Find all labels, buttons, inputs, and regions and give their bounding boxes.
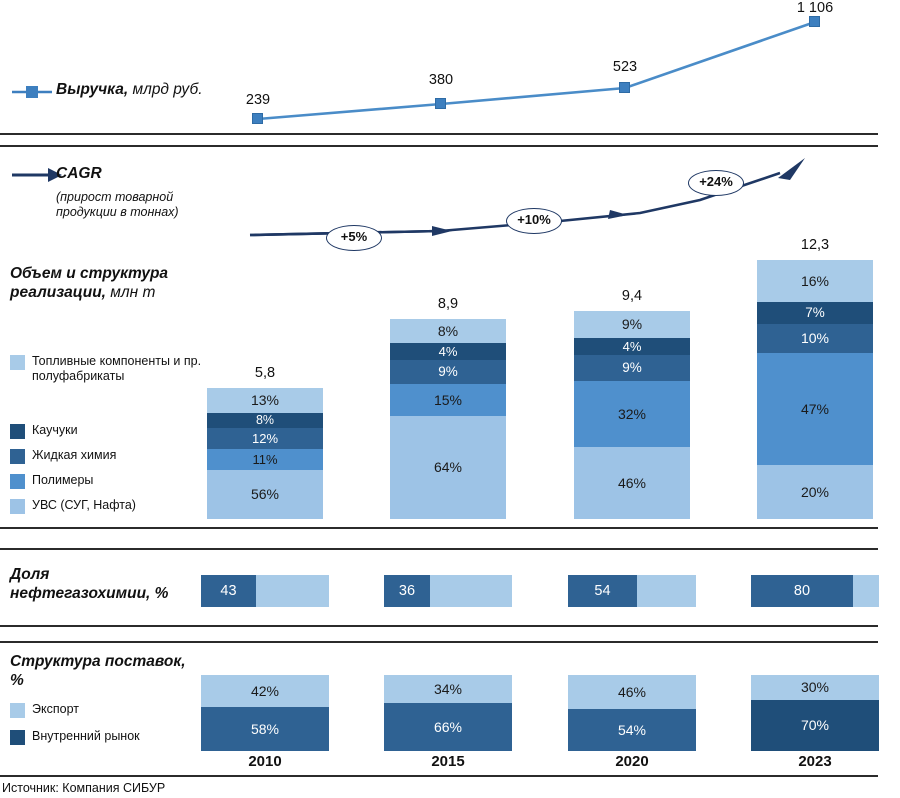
volume-seg-liquid-2020: 9% [574,355,690,381]
revenue-point-2015 [435,98,446,109]
volume-seg-rubber-2010: 8% [207,413,323,428]
volume-seg-fuel-2020: 9% [574,311,690,338]
cagr-bubble-2020-2023: +24% [688,170,744,196]
volume-total-2010: 5,8 [254,365,276,381]
axis-year-2015: 2015 [431,753,465,770]
axis-year-2010: 2010 [248,753,282,770]
legend-swatch-polymers [10,474,25,489]
share-bar-value-2010: 43 [201,575,256,607]
volume-seg-ngl-2015: 64% [390,416,506,519]
cagr-bubble-2010-2015: +5% [326,225,382,251]
volume-seg-liquid-2010: 12% [207,428,323,449]
volume-seg-ngl-2010: 56% [207,470,323,519]
volume-seg-polymers-2010: 11% [207,449,323,470]
share-bar-value-2020: 54 [568,575,637,607]
divider-bottom [0,775,878,777]
revenue-value-2010: 239 [245,92,271,108]
legend-swatch-fuel [10,355,25,370]
supply-domestic-2023: 70% [751,700,879,751]
revenue-label: Выручка, [56,81,129,98]
legend-label-liquid-chem: Жидкая химия [32,448,117,462]
legend-swatch-export [10,703,25,718]
cagr-row-title: CAGR [56,165,102,182]
share-bar-2020 [568,575,696,607]
revenue-point-2010 [252,113,263,124]
volume-label: Объем и структура реализации, [10,265,169,301]
volume-seg-ngl-2020: 46% [574,447,690,519]
revenue-value-2023: 1 106 [796,0,834,16]
divider-share-top [0,548,878,550]
supply-export-2020: 46% [568,675,696,709]
legend-label-fuel: Топливные компоненты и пр. полуфабрикаты [32,354,202,383]
share-bar-value-2015: 36 [384,575,430,607]
legend-swatch-ngl [10,499,25,514]
legend-swatch-domestic [10,730,25,745]
divider-supply-top [0,641,878,643]
axis-year-2020: 2020 [615,753,649,770]
volume-seg-rubber-2015: 4% [390,343,506,360]
volume-seg-fuel-2023: 16% [757,260,873,302]
legend-label-domestic: Внутренний рынок [32,729,140,743]
revenue-unit: млрд руб. [128,81,203,98]
legend-item-fuel [10,354,210,404]
volume-unit: млн т [105,284,156,301]
share-row-title: Доля нефтегазохимии, % [10,566,169,602]
volume-seg-liquid-2023: 10% [757,324,873,353]
axis-year-2023: 2023 [798,753,832,770]
volume-total-2015: 8,9 [437,296,459,312]
revenue-line-svg [0,0,900,140]
supply-row-title: Структура поставок, % [10,653,186,689]
divider-share-bottom [0,625,878,627]
volume-total-2023: 12,3 [800,237,830,253]
volume-seg-polymers-2020: 32% [574,381,690,447]
supply-domestic-2020: 54% [568,709,696,751]
share-bar-value-2023: 80 [751,575,853,607]
volume-seg-polymers-2015: 15% [390,384,506,416]
cagr-note: (прирост товарной продукции в тоннах) [56,190,179,219]
legend-label-export: Экспорт [32,702,79,716]
legend-swatch-rubber [10,424,25,439]
volume-seg-ngl-2023: 20% [757,465,873,519]
supply-domestic-2010: 58% [201,707,329,751]
legend-label-rubber: Каучуки [32,423,78,437]
supply-export-2023: 30% [751,675,879,700]
revenue-point-2020 [619,82,630,93]
share-bar-2010 [201,575,329,607]
volume-seg-fuel-2010: 13% [207,388,323,413]
cagr-trend-svg [0,145,900,275]
source-note: Источник: Компания СИБУР [2,781,166,795]
share-bar-2015 [384,575,512,607]
legend-label-ngl: УВС (СУГ, Нафта) [32,498,136,512]
divider-volume [0,527,878,529]
volume-seg-rubber-2023: 7% [757,302,873,324]
revenue-value-2015: 380 [428,72,454,88]
volume-row-title [10,264,230,302]
legend-swatch-liquid-chem [10,449,25,464]
volume-seg-liquid-2015: 9% [390,360,506,384]
supply-export-2015: 34% [384,675,512,703]
volume-seg-polymers-2023: 47% [757,353,873,465]
cagr-bubble-2015-2020: +10% [506,208,562,234]
supply-domestic-2015: 66% [384,703,512,751]
revenue-value-2020: 523 [612,59,638,75]
supply-export-2010: 42% [201,675,329,707]
revenue-point-2023 [809,16,820,27]
volume-total-2020: 9,4 [621,288,643,304]
volume-seg-rubber-2020: 4% [574,338,690,355]
share-bar-2023 [751,575,879,607]
legend-label-polymers: Полимеры [32,473,94,487]
volume-seg-fuel-2015: 8% [390,319,506,343]
